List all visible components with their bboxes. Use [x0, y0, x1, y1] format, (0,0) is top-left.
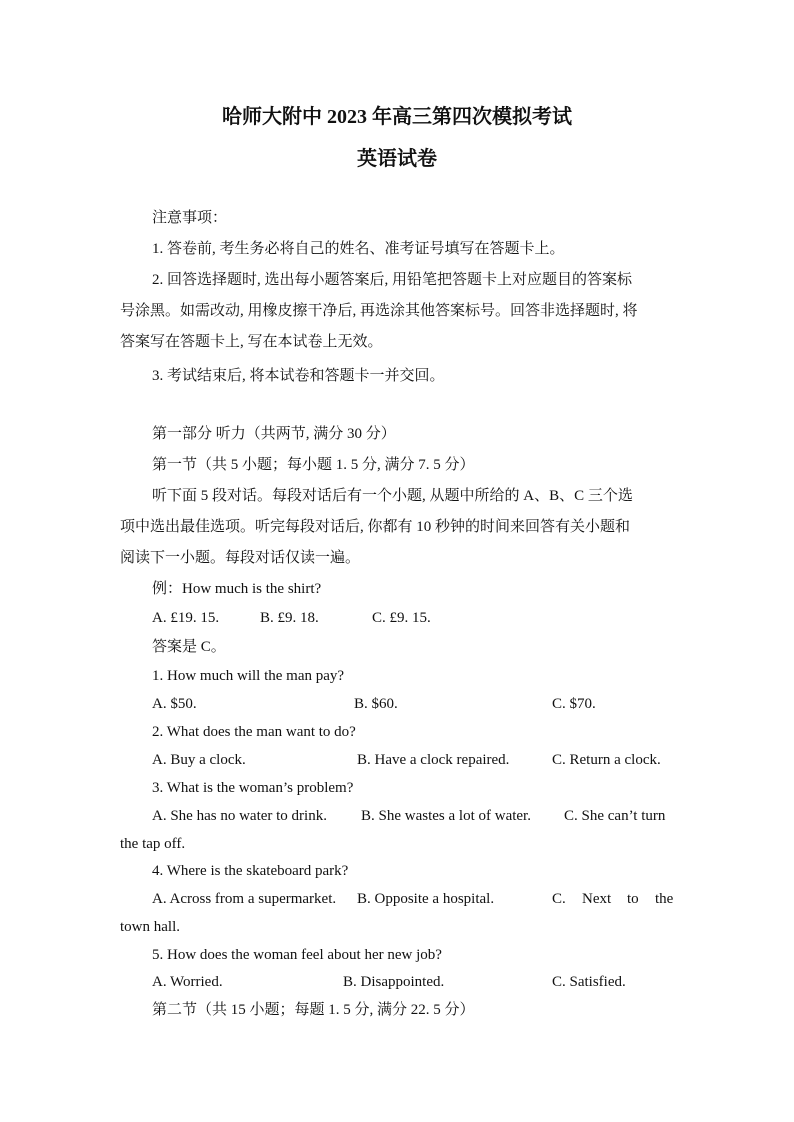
question-4: 4. Where is the skateboard park? — [152, 863, 349, 879]
section1-heading: 第一节（共 5 小题；每小题 1. 5 分, 满分 7. 5 分） — [152, 457, 475, 473]
question-4-options — [0, 889, 794, 909]
q4-option-c-word-4: the — [655, 891, 674, 907]
exam-title: 哈师大附中 2023 年高三第四次模拟考试 — [222, 106, 572, 128]
q1-option-b: B. $60. — [354, 696, 398, 712]
notice-heading: 注意事项： — [152, 210, 228, 226]
q4-option-c-word-1: C. — [552, 891, 566, 907]
question-2: 2. What does the man want to do? — [152, 724, 356, 740]
q2-option-b: B. Have a clock repaired. — [357, 752, 510, 768]
notice-item-3: 3. 考试结束后, 将本试卷和答题卡一并交回。 — [152, 368, 445, 384]
question-2-options — [0, 750, 794, 770]
q5-option-a: A. Worried. — [152, 974, 223, 990]
section2-heading: 第二节（共 15 小题；每题 1. 5 分, 满分 22. 5 分） — [152, 1002, 475, 1018]
q2-option-c: C. Return a clock. — [552, 752, 661, 768]
q3-option-a: A. She has no water to drink. — [152, 808, 327, 824]
question-3-options — [0, 806, 794, 826]
q4-option-c-word-2: Next — [582, 891, 612, 907]
q1-option-c: C. $70. — [552, 696, 596, 712]
q4-option-a: A. Across from a supermarket. — [152, 891, 337, 907]
q4-option-b: B. Opposite a hospital. — [357, 891, 495, 907]
question-3: 3. What is the woman’s problem? — [152, 780, 354, 796]
notice-item-2-line-2: 号涂黑。如需改动, 用橡皮擦干净后, 再选涂其他答案标号。回答非选择题时, 将 — [120, 303, 638, 319]
example-question: 例：How much is the shirt? — [152, 581, 322, 597]
example-option-c: C. £9. 15. — [372, 610, 431, 626]
q4-option-c-word-3: to — [627, 891, 639, 907]
example-option-b: B. £9. 18. — [260, 610, 319, 626]
question-5: 5. How does the woman feel about her new job? — [152, 947, 442, 963]
q5-option-b: B. Disappointed. — [343, 974, 445, 990]
q2-option-a: A. Buy a clock. — [152, 752, 246, 768]
instructions-line-1: 听下面 5 段对话。每段对话后有一个小题, 从题中所给的 A、B、C 三个选 — [152, 488, 633, 504]
q5-option-c: C. Satisfied. — [552, 974, 626, 990]
q3-option-c-continued: the tap off. — [120, 836, 186, 852]
q3-option-b: B. She wastes a lot of water. — [361, 808, 531, 824]
q4-option-c-continued: town hall. — [120, 919, 180, 935]
notice-item-1: 1. 答卷前, 考生务必将自己的姓名、准考证号填写在答题卡上。 — [152, 241, 565, 257]
question-1-options — [0, 694, 794, 714]
notice-item-2-line-3: 答案写在答题卡上, 写在本试卷上无效。 — [120, 334, 383, 350]
part1-heading: 第一部分 听力（共两节, 满分 30 分） — [152, 426, 396, 442]
notice-item-2-line-1: 2. 回答选择题时, 选出每小题答案后, 用铅笔把答题卡上对应题目的答案标 — [152, 272, 633, 288]
exam-subtitle: 英语试卷 — [357, 148, 437, 170]
question-5-options — [0, 972, 794, 992]
example-answer: 答案是 C。 — [152, 639, 226, 655]
q1-option-a: A. $50. — [152, 696, 197, 712]
example-option-a: A. £19. 15. — [152, 610, 220, 626]
example-options — [0, 608, 794, 628]
instructions-line-3: 阅读下一小题。每段对话仅读一遍。 — [120, 550, 361, 566]
instructions-line-2: 项中选出最佳选项。听完每段对话后, 你都有 10 秒钟的时间来回答有关小题和 — [120, 519, 631, 535]
q3-option-c: C. She can’t turn — [564, 808, 666, 824]
question-1: 1. How much will the man pay? — [152, 668, 345, 684]
